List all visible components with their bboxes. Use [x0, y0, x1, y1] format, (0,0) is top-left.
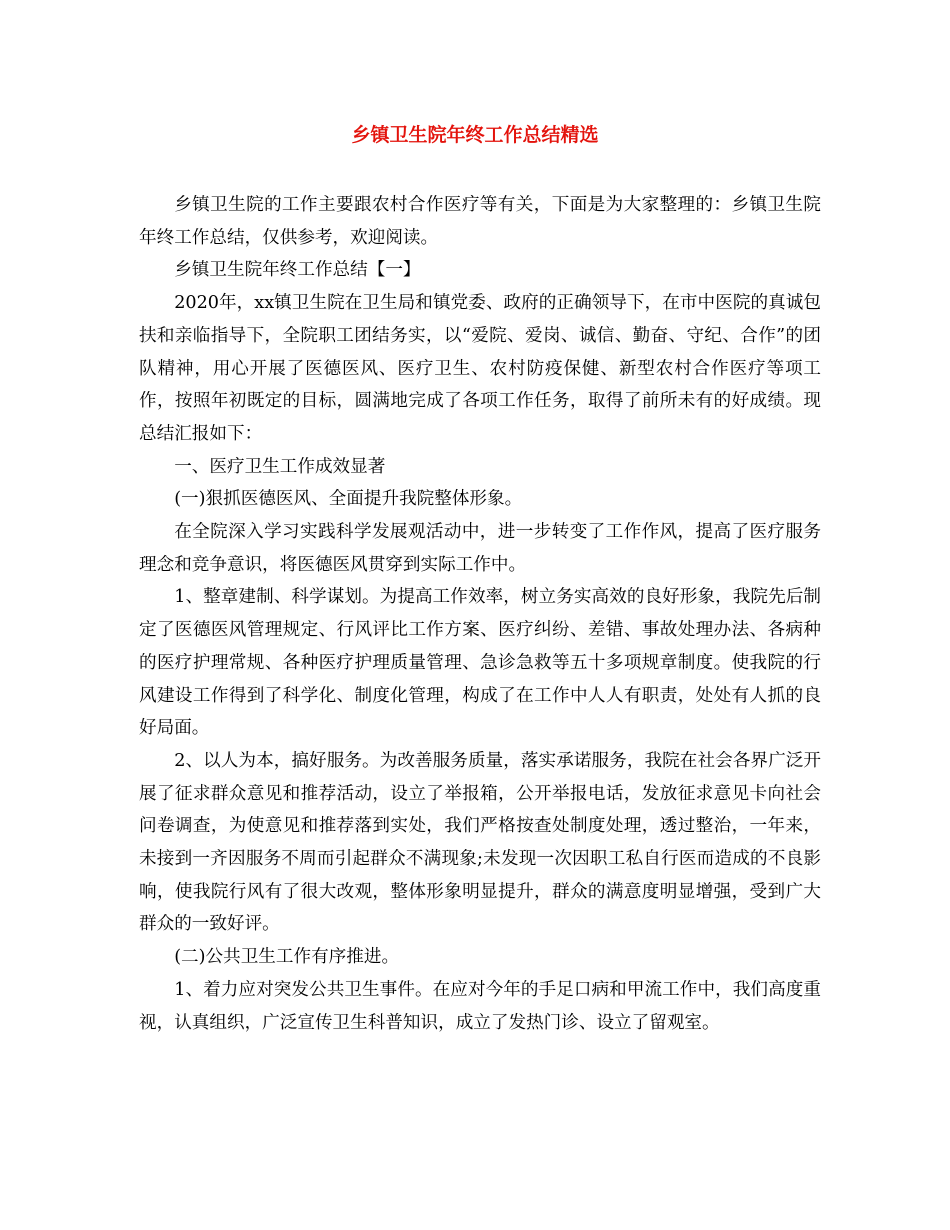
section-heading-one: 乡镇卫生院年终工作总结【一】: [174, 260, 421, 281]
ethics-paragraph: 在全院深入学习实践科学发展观活动中，进一步转变了工作作风，提高了医疗服务理念和竞争意识，将医德医风贯穿到实际工作中。: [139, 522, 821, 575]
public-health-paragraph: 1、着力应对突发公共卫生事件。在应对今年的手足口病和甲流工作中，我们高度重视，认真组织，广泛宣传卫生科普知识，成立了发热门诊、设立了留观室。: [139, 979, 821, 1033]
intro-paragraph: 乡镇卫生院的工作主要跟农村合作医疗等有关，下面是为大家整理的：乡镇卫生院年终工作总结，仅供参考，欢迎阅读。: [139, 195, 821, 248]
subheading-medical-ethics: (一)狠抓医德医风、全面提升我院整体形象。: [174, 489, 523, 510]
service-paragraph: 2、以人为本，搞好服务。为改善服务质量，落实承诺服务，我院在社会各界广泛开展了征求群众意见和推荐活动，设立了举报箱，公开举报电话，发放征求意见卡向社会问卷调查，为使意见和推荐落到实处，我们严格按查处制度处理，透过整治，一年来，未接到一齐因服务不周而引起群众不满现象;未发现一次因职工私自行医而造成的不良影响，使我院行风有了很大改观，整体形象明显提升，群众的满意度明显增强，受到广大群众的一致好评。: [139, 750, 821, 935]
heading-medical-work: 一、医疗卫生工作成效显著: [174, 456, 386, 477]
document-body: [139, 189, 821, 1039]
document-title: 乡镇卫生院年终工作总结精选: [351, 124, 599, 146]
rules-paragraph: 1、整章建制、科学谋划。为提高工作效率，树立务实高效的良好形象，我院先后制定了医德医风管理规定、行风评比工作方案、医疗纠纷、差错、事故处理办法、各病种的医疗护理常规、各种医疗护理质量管理、急诊急救等五十多项规章制度。使我院的行风建设工作得到了科学化、制度化管理，构成了在工作中人人有职责，处处有人抓的良好局面。: [139, 587, 821, 739]
subheading-public-health: (二)公共卫生工作有序推进。: [174, 947, 400, 968]
overview-paragraph: 2020年，xx镇卫生院在卫生局和镇党委、政府的正确领导下，在市中医院的真诚包扶和亲临指导下，全院职工团结务实，以“爱院、爱岗、诚信、勤奋、守纪、合作”的团队精神，用心开展了医德医风、医疗卫生、农村防疫保健、新型农村合作医疗等项工作，按照年初既定的目标，圆满地完成了各项工作任务，取得了前所未有的好成绩。现总结汇报如下：: [139, 293, 821, 444]
